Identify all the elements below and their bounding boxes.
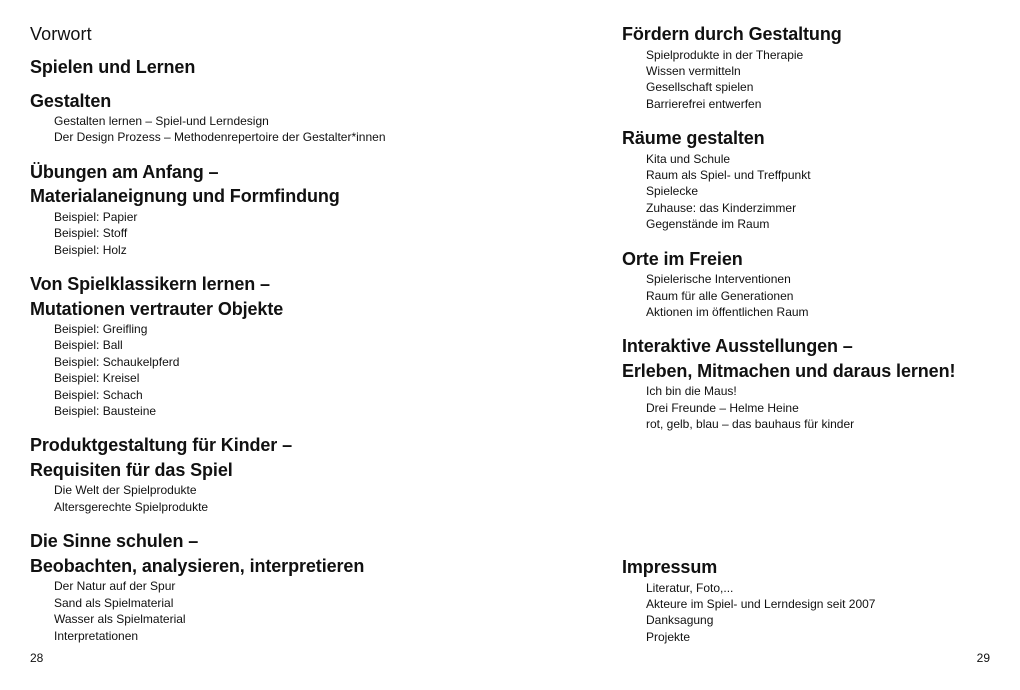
toc-entry[interactable]: Beispiel: Stoff xyxy=(54,226,128,241)
toc-entry[interactable]: Interpretationen xyxy=(54,628,139,643)
toc-heading-line-2[interactable]: Mutationen vertrauter Objekte xyxy=(30,298,284,319)
toc-entry[interactable]: Spielecke xyxy=(646,184,699,199)
toc-entry[interactable]: Kita und Schule xyxy=(646,151,731,166)
toc-entry[interactable]: Wissen vermitteln xyxy=(646,63,741,78)
page-number-left: 28 xyxy=(30,651,44,665)
right-page xyxy=(510,0,1020,690)
toc-section-orte-im-freien xyxy=(622,247,1012,321)
toc-heading[interactable]: Übungen am Anfang – xyxy=(30,161,219,182)
toc-entry[interactable]: Akteure im Spiel- und Lerndesign seit 2007 xyxy=(646,596,876,611)
toc-heading[interactable]: Produktgestaltung für Kinder – xyxy=(30,435,293,456)
toc-entry[interactable]: Spielprodukte in der Therapie xyxy=(646,47,804,62)
toc-section-uebungen xyxy=(30,160,490,258)
toc-section-produktgestaltung xyxy=(30,433,490,515)
toc-entry[interactable]: Wasser als Spielmaterial xyxy=(54,612,186,627)
toc-entry[interactable]: Projekte xyxy=(646,629,691,644)
left-toc-column xyxy=(30,22,490,644)
toc-heading[interactable]: Interaktive Ausstellungen – xyxy=(622,336,853,357)
toc-entry[interactable]: Zuhause: das Kinderzimmer xyxy=(646,200,797,215)
right-toc-column xyxy=(622,22,1012,433)
toc-entry[interactable]: Gegenstände im Raum xyxy=(646,217,770,232)
toc-entry[interactable]: Raum als Spiel- und Treffpunkt xyxy=(646,168,811,183)
toc-entry[interactable]: Barrierefrei entwerfen xyxy=(646,96,762,111)
toc-heading-line-2[interactable]: Materialaneignung und Formfindung xyxy=(30,186,340,207)
toc-entry[interactable]: Beispiel: Bausteine xyxy=(54,404,157,419)
toc-entry[interactable]: Beispiel: Papier xyxy=(54,209,138,224)
toc-entry[interactable]: Beispiel: Holz xyxy=(54,242,127,257)
toc-heading[interactable]: Die Sinne schulen – xyxy=(30,531,199,552)
toc-section-foerdern xyxy=(622,22,1012,112)
toc-heading-vorwort[interactable]: Vorwort xyxy=(30,24,92,44)
toc-entry[interactable]: Drei Freunde – Helme Heine xyxy=(646,400,799,415)
toc-heading[interactable]: Impressum xyxy=(622,557,718,577)
toc-section-impressum xyxy=(622,555,1012,645)
toc-section-spielen-und-lernen xyxy=(30,55,490,80)
toc-entry[interactable]: Altersgerechte Spielprodukte xyxy=(54,499,209,514)
toc-entry[interactable]: Die Welt der Spielprodukte xyxy=(54,483,197,498)
page-number-right: 29 xyxy=(976,651,990,665)
toc-heading[interactable]: Gestalten xyxy=(30,90,112,111)
toc-entry[interactable]: Beispiel: Kreisel xyxy=(54,371,140,386)
toc-entry[interactable]: Spielerische Interventionen xyxy=(646,272,791,287)
toc-entry[interactable]: Aktionen im öffentlichen Raum xyxy=(646,304,809,319)
toc-section-spielklassiker xyxy=(30,272,490,419)
toc-entry[interactable]: Ich bin die Maus! xyxy=(646,384,737,399)
toc-heading-line-2[interactable]: Requisiten für das Spiel xyxy=(30,459,233,480)
toc-heading[interactable]: Orte im Freien xyxy=(622,248,743,269)
toc-section-gestalten xyxy=(30,89,490,146)
toc-entry[interactable]: Der Natur auf der Spur xyxy=(54,579,176,594)
toc-heading[interactable]: Räume gestalten xyxy=(622,128,765,149)
toc-heading[interactable]: Fördern durch Gestaltung xyxy=(622,24,842,44)
toc-entry[interactable]: Beispiel: Schaukelpferd xyxy=(54,354,180,369)
toc-entry[interactable]: rot, gelb, blau – das bauhaus für kinder xyxy=(646,417,855,432)
toc-section-raeume xyxy=(622,126,1012,233)
toc-section-ausstellungen xyxy=(622,334,1012,432)
toc-entry[interactable]: Der Design Prozess – Methodenrepertoire der Gestalter*innen xyxy=(54,130,386,145)
toc-entry[interactable]: Danksagung xyxy=(646,613,714,628)
toc-heading-line-2[interactable]: Beobachten, analysieren, interpretieren xyxy=(30,555,365,576)
toc-entry[interactable]: Beispiel: Schach xyxy=(54,387,143,402)
toc-heading[interactable]: Spielen und Lernen xyxy=(30,57,196,77)
toc-entry[interactable]: Gesellschaft spielen xyxy=(646,80,754,95)
toc-entry[interactable]: Gestalten lernen – Spiel-und Lerndesign xyxy=(54,114,269,128)
toc-heading[interactable]: Von Spielklassikern lernen – xyxy=(30,274,270,295)
toc-heading-line-2[interactable]: Erleben, Mitmachen und daraus lernen! xyxy=(622,360,956,381)
toc-entry[interactable]: Beispiel: Ball xyxy=(54,338,123,353)
toc-entry[interactable]: Literatur, Foto,... xyxy=(646,580,734,595)
toc-entry[interactable]: Raum für alle Generationen xyxy=(646,288,794,303)
toc-section-sinne-schulen xyxy=(30,529,490,644)
toc-entry[interactable]: Beispiel: Greifling xyxy=(54,322,148,337)
toc-entry[interactable]: Sand als Spielmaterial xyxy=(54,595,174,610)
